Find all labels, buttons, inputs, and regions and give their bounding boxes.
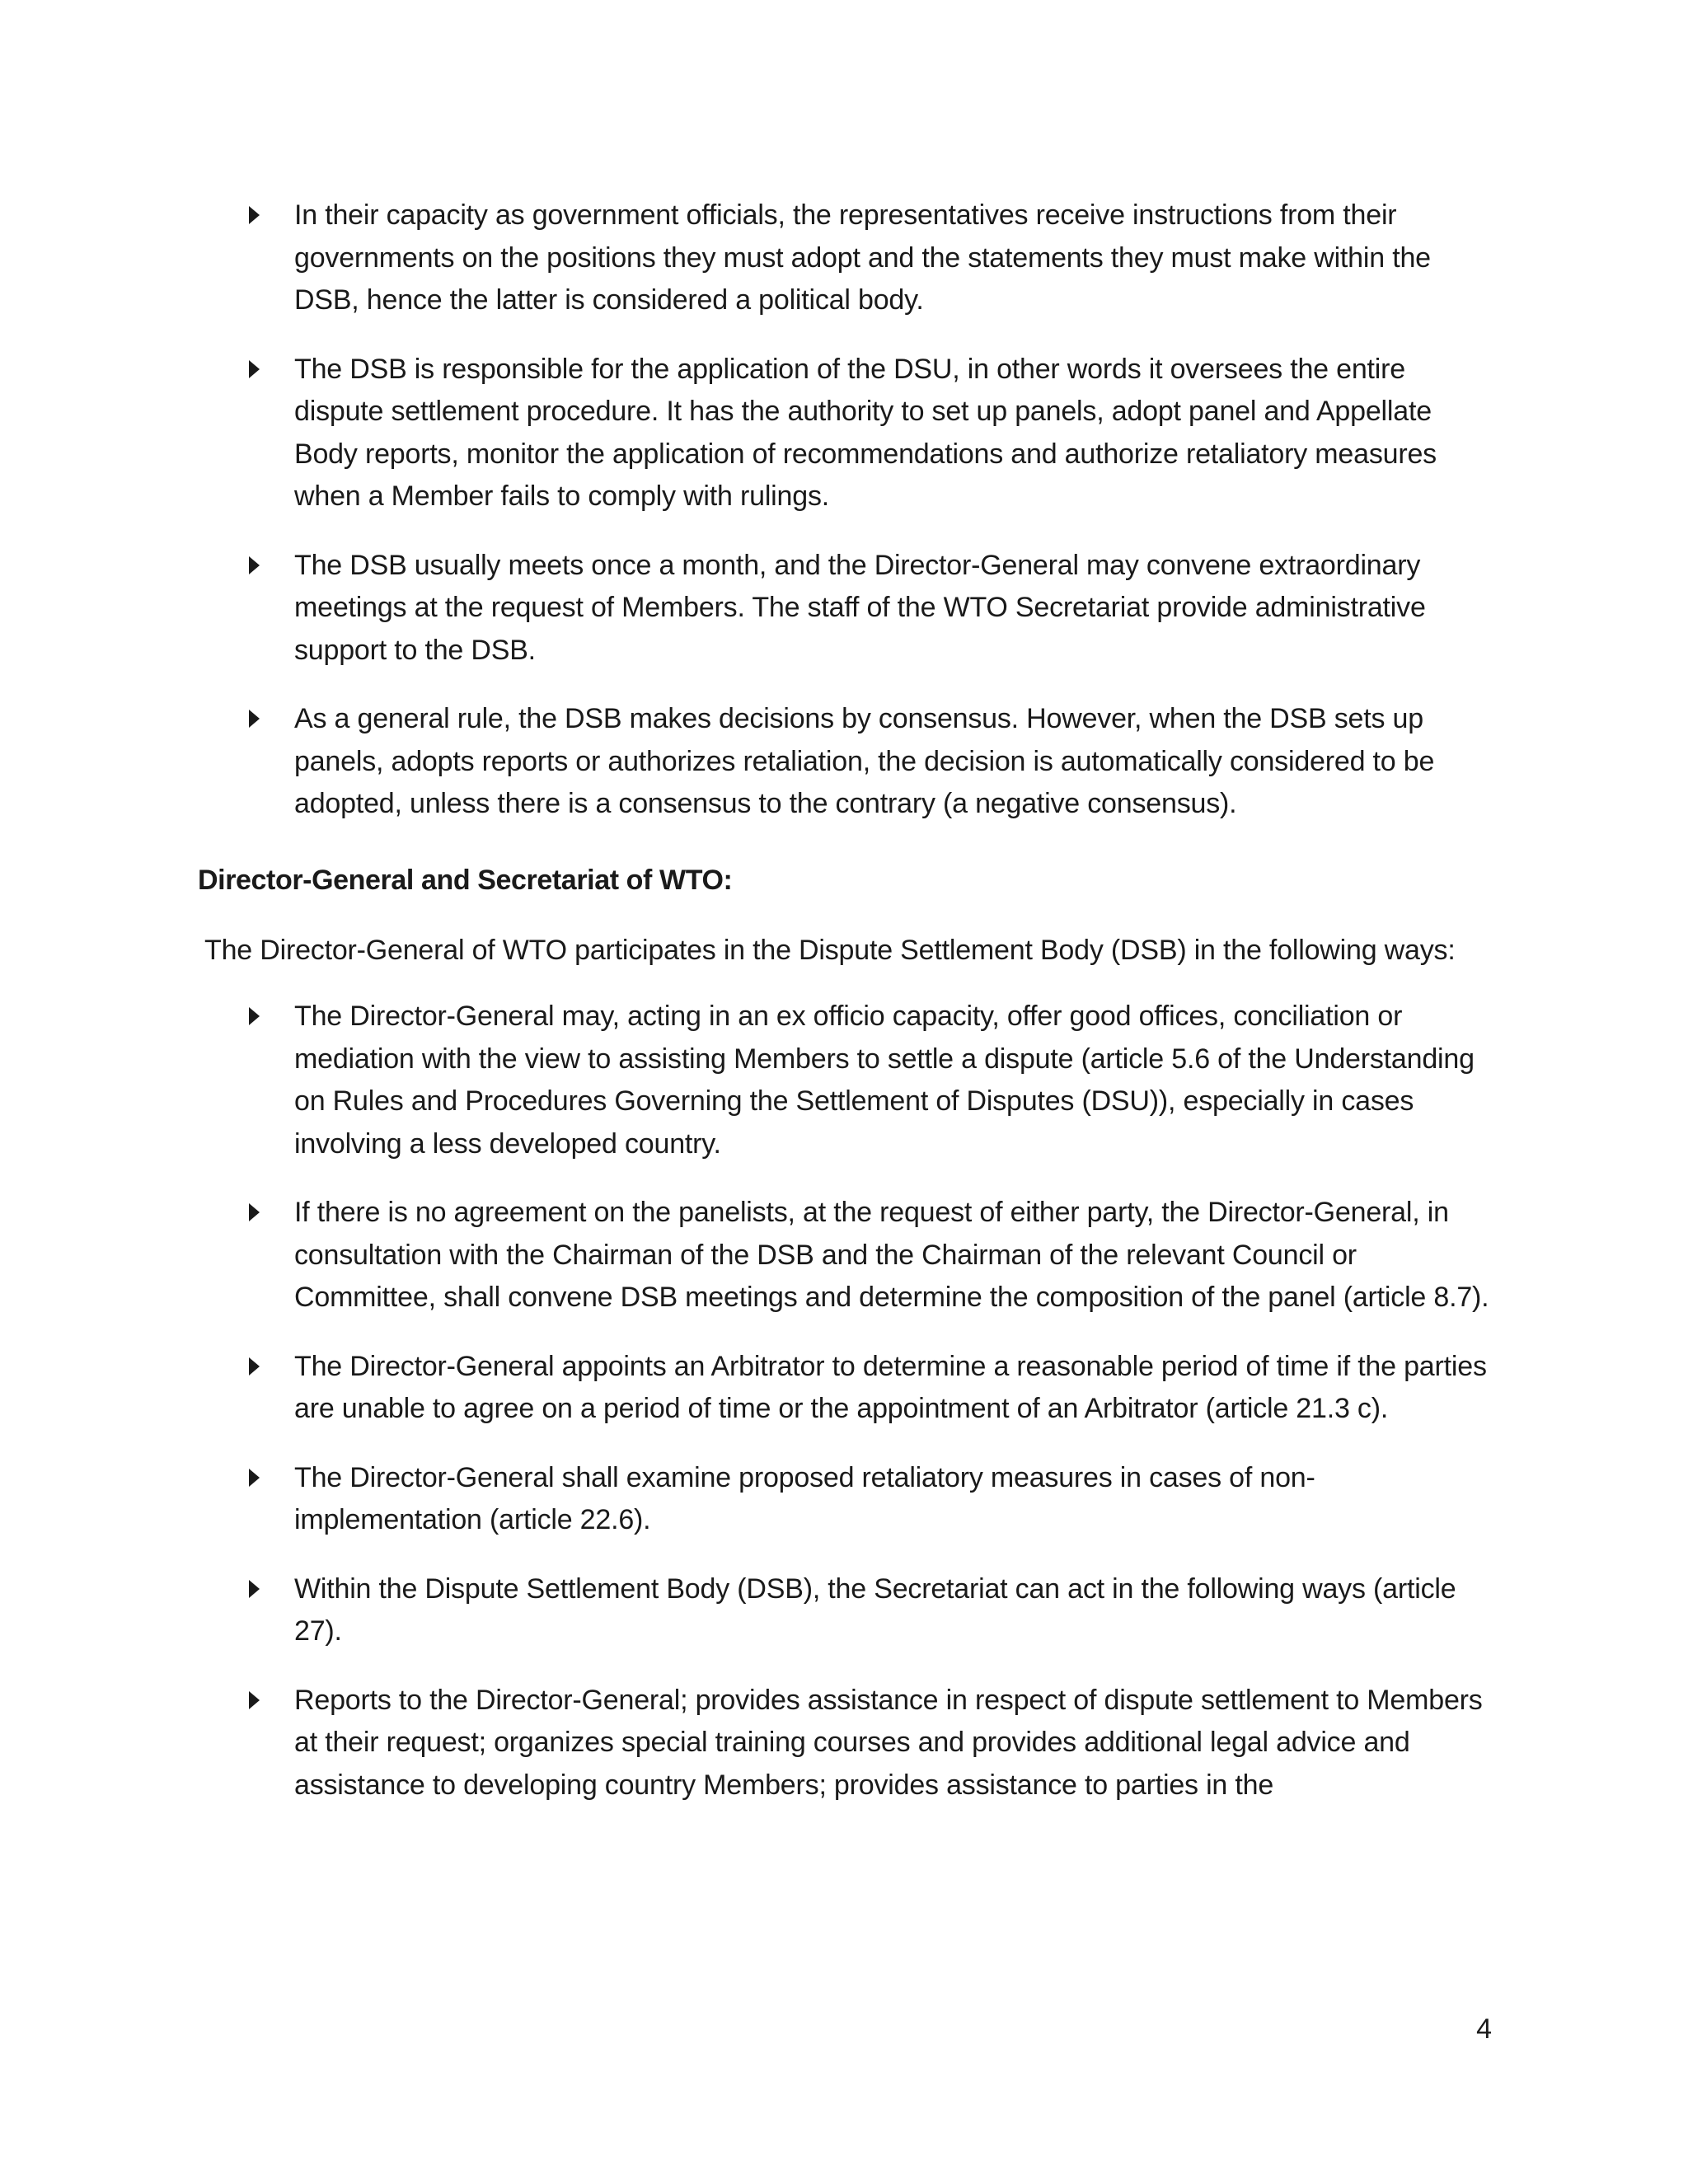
triangle-bullet-icon: [249, 556, 260, 574]
section-heading: Director-General and Secretariat of WTO:: [198, 865, 733, 896]
bullet-text: The DSB is responsible for the application of the DSU, in other words it oversees the entire dispute settlement procedure. It has the authority to set up panels, adopt panel and Appellate Body reports, monitor the application of recommendations and authorize retaliatory measures when a Member fails to comply with rulings.: [294, 353, 1437, 512]
bullet-text: Within the Dispute Settlement Body (DSB), the Secretariat can act in the following ways (article 27).: [294, 1572, 1456, 1647]
triangle-bullet-icon: [249, 1469, 260, 1487]
bullet-text: If there is no agreement on the panelists, at the request of either party, the Director-General, in consultation with the Chairman of the DSB and the Chairman of the relevant Council or Committee, shall convene DSB meetings and determine the composition of the panel (article 8.7).: [294, 1197, 1489, 1313]
bullet-item: [294, 698, 1498, 826]
bullet-text: In their capacity as government officials, the representatives receive instructions from their governments on the positions they must adopt and the statements they must make within the DSB, hence the latter is considered a political body.: [294, 199, 1431, 316]
bullet-item: [294, 194, 1498, 322]
bullet-text: The Director-General shall examine proposed retaliatory measures in cases of non-implementation (article 22.6).: [294, 1461, 1315, 1535]
triangle-bullet-icon: [249, 1691, 260, 1709]
bullet-text: As a general rule, the DSB makes decisions by consensus. However, when the DSB sets up panels, adopts reports or authorizes retaliation, the decision is automatically considered to be adopted, unless there is a consensus to the contrary (a negative consensus).: [294, 703, 1435, 819]
triangle-bullet-icon: [249, 1357, 260, 1376]
bullet-text: The Director-General appoints an Arbitrator to determine a reasonable period of time if the parties are unable to agree on a period of time or the appointment of an Arbitrator (article 21.3 c).: [294, 1350, 1487, 1424]
page-number: 4: [1476, 2013, 1492, 2045]
director-general-bullet-list: [0, 996, 1688, 1807]
triangle-bullet-icon: [249, 1580, 260, 1598]
bullet-item: [294, 996, 1498, 1165]
triangle-bullet-icon: [249, 206, 260, 224]
bullet-item: [294, 1457, 1498, 1542]
bullet-item: [294, 1680, 1498, 1807]
triangle-bullet-icon: [249, 1203, 260, 1221]
bullet-item: [294, 1568, 1498, 1653]
bullet-text: The DSB usually meets once a month, and the Director-General may convene extraordinary meetings at the request of Members. The staff of the WTO Secretariat provide administrative support to the DSB.: [294, 549, 1426, 666]
bullet-item: [294, 1346, 1498, 1431]
intro-paragraph: The Director-General of WTO participates in the Dispute Settlement Body (DSB) in the following ways:: [204, 935, 1456, 966]
dsb-bullet-list: [0, 194, 1688, 826]
triangle-bullet-icon: [249, 710, 260, 728]
bullet-text: Reports to the Director-General; provides assistance in respect of dispute settlement to Members at their request; organizes special training courses and provides additional legal advice and assistance to developing country Members; provides assistance to parties in the: [294, 1684, 1483, 1801]
triangle-bullet-icon: [249, 1007, 260, 1025]
bullet-item: [294, 545, 1498, 673]
bullet-item: [294, 1192, 1498, 1319]
bullet-item: [294, 349, 1498, 518]
triangle-bullet-icon: [249, 360, 260, 378]
bullet-text: The Director-General may, acting in an ex officio capacity, offer good offices, conciliation or mediation with the view to assisting Members to settle a dispute (article 5.6 of the Understanding on Rules and Procedures Governing the Settlement of Disputes (DSU)), especially in cases involving a less developed country.: [294, 1001, 1475, 1160]
